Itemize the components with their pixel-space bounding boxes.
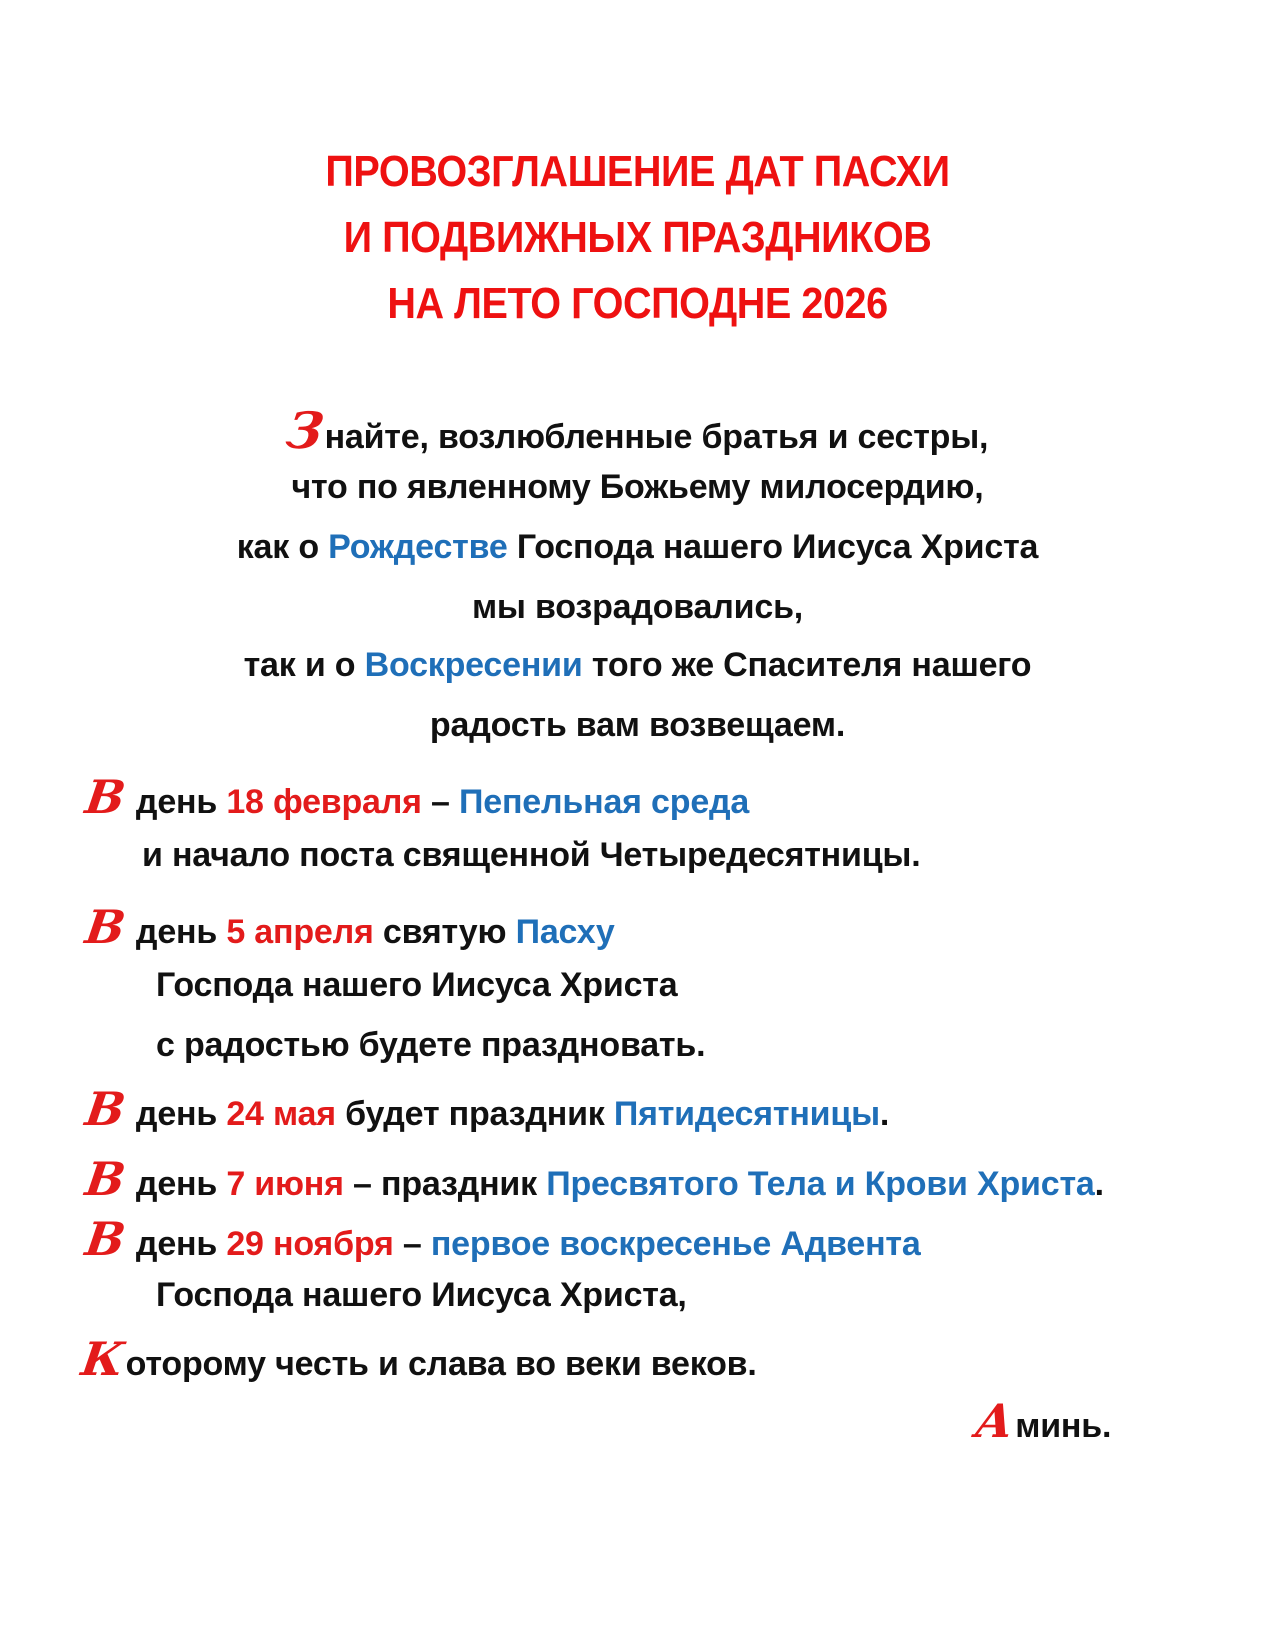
intro-line-1-text: найте, возлюбленные братья и сестры,	[324, 418, 989, 456]
entry-3-initial: В	[82, 1082, 129, 1136]
entry-3-feast: Пятидесятницы	[613, 1095, 880, 1133]
entry-pentecost	[82, 1082, 890, 1136]
entry-advent	[82, 1212, 921, 1266]
intro-initial: З	[282, 401, 327, 460]
title-line-1: ПРОВОЗГЛАШЕНИЕ ДАТ ПАСХИ	[325, 147, 950, 196]
intro-line-6: радость вам возвещаем.	[429, 706, 846, 744]
title-line-2: И ПОДВИЖНЫХ ПРАЗДНИКОВ	[343, 213, 932, 262]
entry-4-initial: В	[82, 1152, 129, 1206]
entry-5-initial: В	[82, 1212, 129, 1266]
intro-line-3-c: Господа нашего Иисуса Христа	[507, 528, 1039, 566]
entry-2-continuation-2: с радостью будете праздновать.	[156, 1026, 706, 1064]
entry-5-date: 29 ноября	[226, 1225, 394, 1263]
intro-line-5-a: так и о	[243, 646, 365, 684]
amen	[972, 1394, 1112, 1448]
entry-4-date: 7 июня	[226, 1165, 344, 1203]
intro-line-4: мы возрадовались,	[471, 588, 804, 626]
intro-line-5-c: того же Спасителя нашего	[582, 646, 1032, 684]
entry-2-mid: святую	[373, 913, 516, 951]
entry-4-mid: – праздник	[343, 1165, 547, 1203]
entry-4-word: день	[126, 1165, 227, 1203]
christmas-word: Рождестве	[328, 528, 508, 566]
entry-easter	[82, 900, 615, 954]
entry-corpus-christi	[82, 1152, 1104, 1206]
intro-line-5	[0, 648, 1275, 682]
entry-1-word: день	[126, 783, 227, 821]
amen-text: минь.	[1015, 1407, 1112, 1445]
entry-5-sep: –	[393, 1225, 431, 1263]
resurrection-word: Воскресении	[364, 646, 583, 684]
entry-1-date: 18 февраля	[226, 783, 422, 821]
entry-1-initial: В	[82, 770, 129, 824]
entry-3-word: день	[126, 1095, 227, 1133]
entry-2-initial: В	[82, 900, 129, 954]
entry-1-sep: –	[421, 783, 460, 821]
entry-1-continuation: и начало поста священной Четыредесятницы.	[142, 836, 921, 874]
intro-line-1	[0, 401, 1275, 460]
entry-ash-wednesday	[82, 770, 750, 824]
entry-2-continuation-1: Господа нашего Иисуса Христа	[156, 966, 678, 1004]
entry-2-word: день	[126, 913, 227, 951]
intro-line-2: что по явленному Божьему милосердию,	[291, 468, 984, 506]
entry-5-feast: первое воскресенье Адвента	[430, 1225, 921, 1263]
closing-initial: К	[78, 1332, 128, 1386]
entry-3-date: 24 мая	[226, 1095, 336, 1133]
entry-2-date: 5 апреля	[226, 913, 374, 951]
intro-line-3-a: как о	[236, 528, 329, 566]
entry-4-end: .	[1094, 1165, 1104, 1203]
closing-doxology	[78, 1332, 757, 1386]
entry-3-mid: будет праздник	[335, 1095, 614, 1133]
entry-1-feast: Пепельная среда	[459, 783, 750, 821]
entry-2-feast: Пасху	[515, 913, 615, 951]
entry-3-end: .	[879, 1095, 890, 1133]
entry-5-word: день	[126, 1225, 227, 1263]
amen-initial: А	[972, 1394, 1018, 1448]
title-line-3: НА ЛЕТО ГОСПОДНЕ 2026	[387, 279, 888, 328]
entry-5-continuation: Господа нашего Иисуса Христа,	[156, 1276, 687, 1314]
closing-text: оторому честь и слава во веки веков.	[125, 1345, 757, 1383]
entry-4-feast: Пресвятого Тела и Крови Христа	[546, 1165, 1095, 1203]
intro-line-3	[0, 530, 1275, 564]
